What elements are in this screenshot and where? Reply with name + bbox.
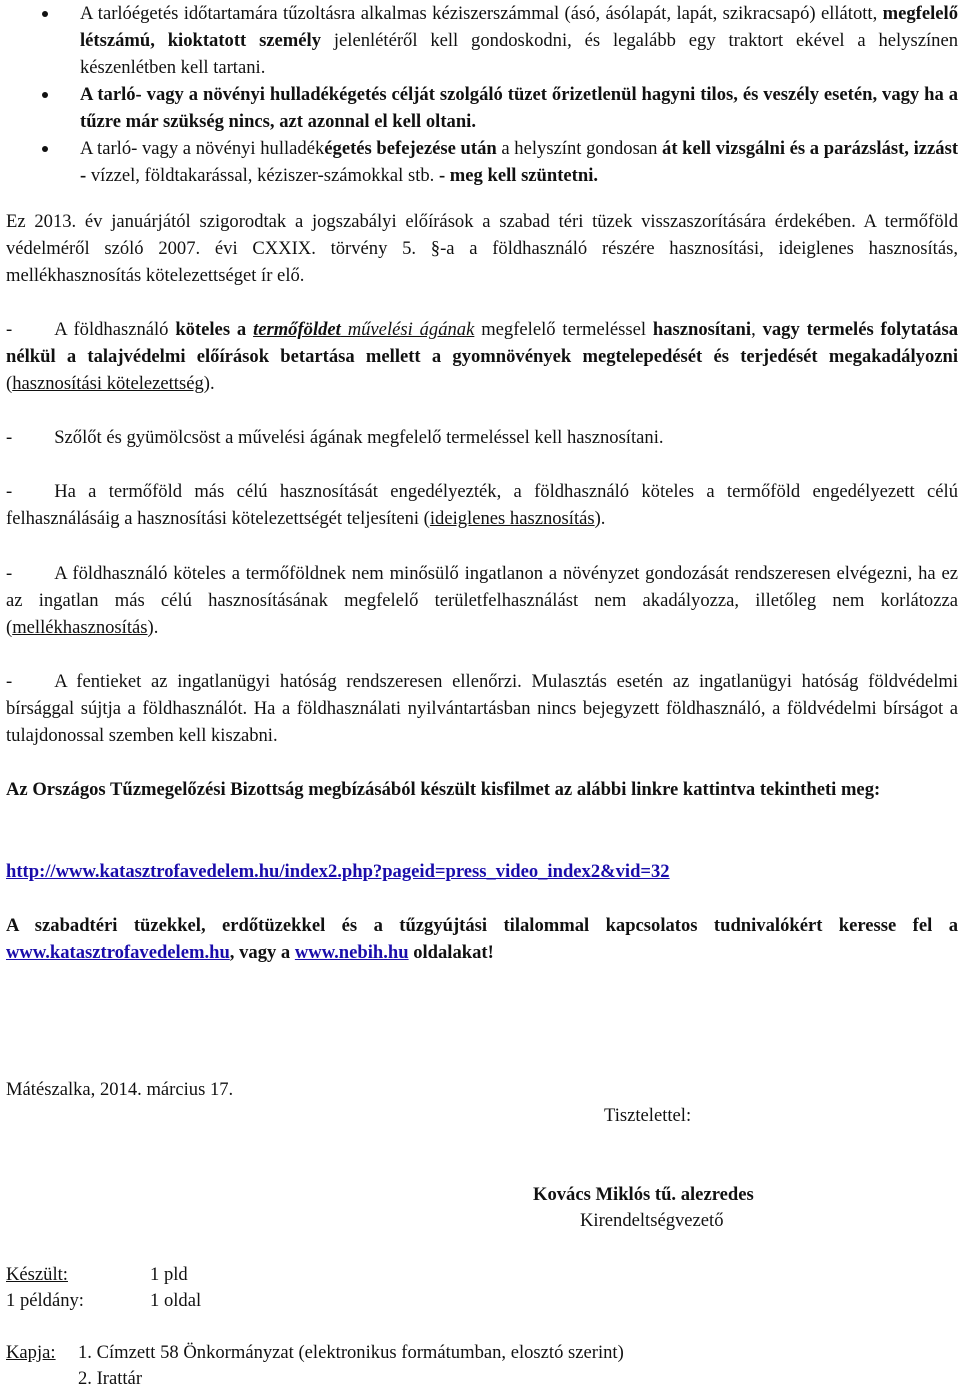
italic-text: művelési ágának <box>340 319 475 340</box>
bullet-dot-icon <box>42 11 48 17</box>
bullet-text: A tarló- vagy a növényi hulladék <box>80 138 325 159</box>
copy-label: 1 példány: <box>6 1290 84 1311</box>
paragraph-text: , <box>751 319 763 340</box>
bullet-bold-text: A tarló- vagy a növényi hulladékégetés célját szolgáló tüzet őrizetlenül hagyni tilos, és veszély esetén, vagy ha a tűzre már szükség nincs, azt azonnal el kell oltani. <box>80 84 958 132</box>
bullet-text: vízzel, földtakarással, kéziszer-számokkal stb. <box>86 165 439 186</box>
dash-marker: - <box>6 427 13 448</box>
made-value: 1 pld <box>150 1264 188 1285</box>
underlined-term: mellékhasznosítás <box>12 617 148 638</box>
video-link[interactable]: http://www.katasztrofavedelem.hu/index2.php?pageid=press_video_index2&vid=32 <box>6 861 670 882</box>
dash-marker: - <box>6 319 13 340</box>
made-label: Készült: <box>6 1264 68 1285</box>
law-paragraph: Ez 2013. év januárjától szigorodtak a jogszabályi előírások a szabad téri tüzek visszaszorítására érdekében. A termőföld védelméről szóló 2007. évi CXXIX. törvény 5. §-a a földhasználó részére hasznosítási, ideiglenes hasznosítás, mellékhasznosítás kötelezettséget ír elő. <box>6 211 958 286</box>
paragraph-text: Ha a termőföld más célú hasznosítását engedélyezték, a földhasználó köteles a termőföld engedélyezett célú felhasználásáig a hasznosítási kötelezettségét teljesíteni ( <box>6 481 958 529</box>
dash-marker: - <box>6 563 13 584</box>
secondary-use-paragraph <box>6 560 958 641</box>
bold-text: hasznosítani <box>652 319 752 340</box>
signer-name: Kovács Miklós tű. alezredes <box>533 1184 754 1205</box>
underlined-term: ideiglenes hasznosítás <box>429 508 595 529</box>
recipients-label: Kapja: <box>6 1342 56 1363</box>
closing-paragraph <box>6 912 958 966</box>
underlined-term: hasznosítási kötelezettség <box>12 373 204 394</box>
bullet-item-tools <box>6 0 958 81</box>
paragraph-text: megfelelő termeléssel <box>474 319 653 340</box>
bold-italic-text: termőföldet <box>253 319 341 340</box>
closing-text: oldalakat! <box>408 942 494 963</box>
bold-text: köteles a <box>175 319 254 340</box>
recipient-item: 2. Irattár <box>78 1368 143 1389</box>
paragraph-text: A fentieket az ingatlanügyi hatóság rendszeresen ellenőrzi. Mulasztás esetén az ingatlanügyi hatóság földvédelmi bírsággal sújtja a földhasználót. Ha a földhasználati nyilvántartásban nincs bejegyzett földhasználó, a földvédelmi bírságot a tulajdonossal szemben kell kiszabni. <box>6 671 958 746</box>
paragraph-text: A földhasználó köteles a termőföldnek nem minősülő ingatlanon a növényzet gondozását rendszeresen elvégezni, ha ez az ingatlan más célú hasznosításának megfelelő területfelhasználást nem akadályozza, illetőleg nem korlátozza ( <box>6 563 958 638</box>
dash-marker: - <box>6 481 13 502</box>
video-note: Az Országos Tűzmegelőzési Bizottság megbízásából készült kisfilmet az alábbi linkre kattintva tekintheti meg: <box>6 779 881 800</box>
temporary-use-paragraph <box>6 478 958 532</box>
recipient-item: 1. Címzett 58 Önkormányzat (elektronikus formátumban, elosztó szerint) <box>78 1342 624 1363</box>
dash-marker: - <box>6 671 13 692</box>
bullet-item-supervision <box>6 81 958 135</box>
bullet-text: jelenlétéről kell gondoskodni, és legalább egy traktort ekével a helyszínen készenlétben kell tartani. <box>80 30 958 78</box>
signer-title: Kirendeltségvezető <box>580 1210 724 1231</box>
bullet-text: a helyszínt gondosan <box>496 138 663 159</box>
katasztrofavedelem-link[interactable]: www.katasztrofavedelem.hu <box>6 942 230 963</box>
bullet-dot-icon <box>42 92 48 98</box>
paragraph-text: ). <box>594 508 606 529</box>
paragraph-text: ). <box>147 617 159 638</box>
bullet-text: A tarlóégetés időtartamára tűzoltásra alkalmas kéziszerszámmal (ásó, ásólapát, lapát, szikracsapó) ellátott, <box>80 3 883 24</box>
closing-text: A szabadtéri tüzekkel, erdőtüzekkel és a tűzgyújtási tilalommal kapcsolatos tudnivalókért keresse fel a <box>6 915 958 936</box>
paragraph-text: ( <box>6 373 13 394</box>
inspection-paragraph <box>6 668 958 749</box>
bullet-list <box>6 0 958 189</box>
bold-text: vagy termelés folytatása nélkül a talajvédelmi előírások betartása mellett a gyomnövények megtelepedését és terjedését megakadályozni <box>6 319 959 367</box>
paragraph-text: Szőlőt és gyümölcsöst a művelési ágának megfelelő termeléssel kell hasznosítani. <box>54 427 664 448</box>
bullet-item-after-burning <box>6 135 958 189</box>
obligation-paragraph <box>6 316 958 397</box>
paragraph-text: A földhasználó <box>54 319 176 340</box>
copy-value: 1 oldal <box>150 1290 202 1311</box>
bullet-bold-text: égetés befejezése után <box>324 138 497 159</box>
video-link-line <box>6 858 958 885</box>
bullet-bold-text: - meg kell szüntetni. <box>438 165 599 186</box>
greeting: Tisztelettel: <box>604 1105 692 1126</box>
nebih-link[interactable]: www.nebih.hu <box>294 942 409 963</box>
closing-text: , vagy a <box>229 942 295 963</box>
bullet-dot-icon <box>42 146 48 152</box>
vineyard-paragraph <box>6 424 958 451</box>
place-date: Mátészalka, 2014. március 17. <box>6 1079 234 1100</box>
bullet-bold-text: át kell vizsgálni és a parázslást, izzást - <box>80 138 959 186</box>
bullet-bold-text: megfelelő létszámú, kioktatott személy <box>80 3 958 51</box>
paragraph-text: ). <box>203 373 215 394</box>
